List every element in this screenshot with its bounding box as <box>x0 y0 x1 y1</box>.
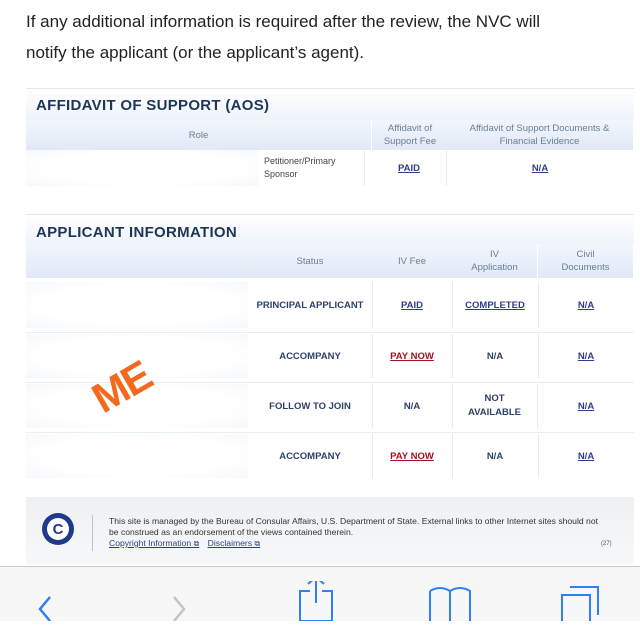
back-icon <box>28 581 68 621</box>
row-divider <box>26 432 634 433</box>
pay-now-link[interactable]: PAY NOW <box>390 450 434 462</box>
col-civil-documents: Civil Documents <box>538 244 634 278</box>
share-icon <box>296 581 336 621</box>
col-iv-fee: IV Fee <box>372 244 453 278</box>
forward-icon <box>160 581 200 621</box>
aos-row-docs <box>446 150 634 186</box>
tabs-icon <box>560 581 604 621</box>
table-row-iv-app: N/A <box>452 434 539 478</box>
site-footer <box>26 497 634 565</box>
table-row-iv-app: NOT AVAILABLE <box>452 384 538 428</box>
table-row-status: PRINCIPAL APPLICANT <box>248 282 373 328</box>
table-row-status: ACCOMPANY <box>248 334 373 378</box>
table-row-iv-app: N/A <box>452 334 539 378</box>
copyright-information-link[interactable] <box>109 538 199 548</box>
intro-line-1: If any additional information is required after the review, the NVC will <box>26 12 541 31</box>
table-row-iv-app <box>452 282 539 328</box>
aos-header <box>26 88 634 121</box>
applicant-header <box>26 214 634 245</box>
disclaimers-label: Disclaimers <box>207 538 253 548</box>
redacted-name <box>26 282 248 328</box>
footer-disclaimer-text: This site is managed by the Bureau of Consular Affairs, U.S. Department of State. External links to other Internet sites should not be construed as an endorsement of the views contained therein. <box>109 516 598 537</box>
table-row-civil <box>538 334 634 378</box>
browser-toolbar <box>0 566 640 621</box>
aos-col-fee: Affidavit of Support Fee <box>372 120 449 150</box>
table-row-iv-fee <box>372 434 453 478</box>
pay-now-link[interactable]: PAY NOW <box>390 350 434 362</box>
table-row-civil <box>538 384 634 428</box>
consular-affairs-seal-icon <box>42 513 74 545</box>
aos-fee-paid-link[interactable]: PAID <box>398 162 420 174</box>
redacted-name <box>26 434 248 478</box>
intro-paragraph <box>26 6 626 68</box>
footer-links <box>109 538 266 549</box>
aos-title: AFFIDAVIT OF SUPPORT (AOS) <box>36 97 270 114</box>
civil-documents-link[interactable]: N/A <box>577 299 595 311</box>
bookmarks-icon <box>428 581 472 621</box>
civil-documents-link[interactable]: N/A <box>577 450 595 462</box>
applicant-panel <box>26 214 634 490</box>
seal-letter: C <box>47 518 69 540</box>
intro-line-2: notify the applicant (or the applicant’s agent). <box>26 43 365 62</box>
table-row-iv-fee <box>372 334 453 378</box>
forward-button[interactable] <box>160 581 200 621</box>
aos-col-role: Role <box>26 120 372 150</box>
tabs-button[interactable] <box>560 581 600 621</box>
table-row-civil <box>538 282 634 328</box>
footer-divider <box>92 515 93 551</box>
applicant-title: APPLICANT INFORMATION <box>36 224 238 241</box>
table-row-status: ACCOMPANY <box>248 434 373 478</box>
copyright-label: Copyright Information <box>109 538 192 548</box>
table-row-status: FOLLOW TO JOIN <box>248 384 373 428</box>
me-annotation: ME <box>84 351 159 422</box>
back-button[interactable] <box>28 581 68 621</box>
table-row-iv-fee: N/A <box>372 384 453 428</box>
aos-row-fee <box>372 150 447 186</box>
disclaimers-link[interactable] <box>208 538 261 548</box>
table-row-iv-fee <box>372 282 453 328</box>
external-link-icon: ⧉ <box>254 539 261 548</box>
civil-documents-link[interactable]: N/A <box>577 350 595 362</box>
aos-panel <box>26 88 634 188</box>
col-iv-application: IV Application <box>452 244 538 278</box>
aos-docs-link[interactable]: N/A <box>531 162 549 174</box>
page-number: (27) <box>601 541 612 547</box>
col-status: Status <box>248 244 373 278</box>
row-divider <box>26 332 634 333</box>
iv-fee-link[interactable]: PAID <box>401 299 423 311</box>
bookmarks-button[interactable] <box>428 581 468 621</box>
civil-documents-link[interactable]: N/A <box>577 400 595 412</box>
external-link-icon: ⧉ <box>193 539 200 548</box>
col-name-blank <box>26 244 249 278</box>
iv-application-link[interactable]: COMPLETED <box>465 299 525 311</box>
table-row-civil <box>538 434 634 478</box>
aos-col-docs: Affidavit of Support Documents & Financial Evidence <box>446 120 634 150</box>
redacted-name <box>26 150 258 186</box>
aos-row-role: Petitioner/Primary Sponsor <box>258 150 365 186</box>
share-button[interactable] <box>296 581 336 621</box>
